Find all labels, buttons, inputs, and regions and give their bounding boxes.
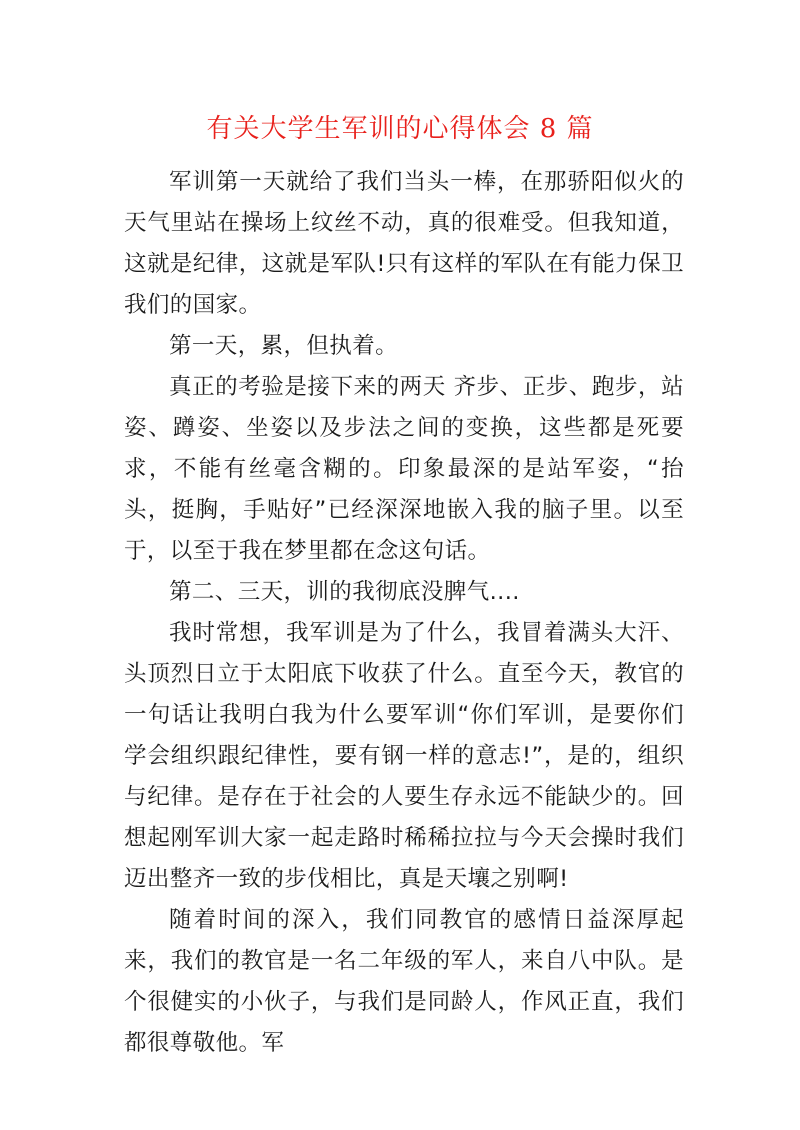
paragraph: 随着时间的深入，我们同教官的感情日益深厚起来，我们的教官是一名二年级的军人，来自八中队。是个很健实的小伙子，与我们是同龄人，作风正直，我们都很尊敬他。军: [124, 907, 684, 1056]
document-body: [124, 162, 684, 1064]
document-title: 有关大学生军训的心得体会 8 篇: [206, 114, 594, 144]
paragraph: 真正的考验是接下来的两天 齐步、正步、跑步，站姿、蹲姿、坐姿以及步法之间的变换，这些都是死要求，不能有丝毫含糊的。印象最深的是站军姿，“抬头，挺胸，手贴好”已经深深地嵌入我的脑子里。以至于，以至于我在梦里都在念这句话。: [124, 374, 684, 564]
paragraph: 军训第一天就给了我们当头一棒，在那骄阳似火的天气里站在操场上纹丝不动，真的很难受。但我知道，这就是纪律，这就是军队!只有这样的军队在有能力保卫我们的国家。: [124, 169, 684, 318]
paragraph: 第一天，累，但执着。: [169, 333, 399, 359]
paragraph: 我时常想，我军训是为了什么，我冒着满头大汗、头顶烈日立于太阳底下收获了什么。直至今天，教官的一句话让我明白我为什么要军训“你们军训，是要你们学会组织跟纪律性，要有钢一样的意志!”，是的，组织与纪律。是存在于社会的人要生存永远不能缺少的。回想起刚军训大家一起走路时稀稀拉拉与今天会操时我们迈出整齐一致的步伐相比，真是天壤之别啊!: [124, 620, 684, 892]
paragraph: 第二、三天，训的我彻底没脾气....: [169, 579, 520, 605]
